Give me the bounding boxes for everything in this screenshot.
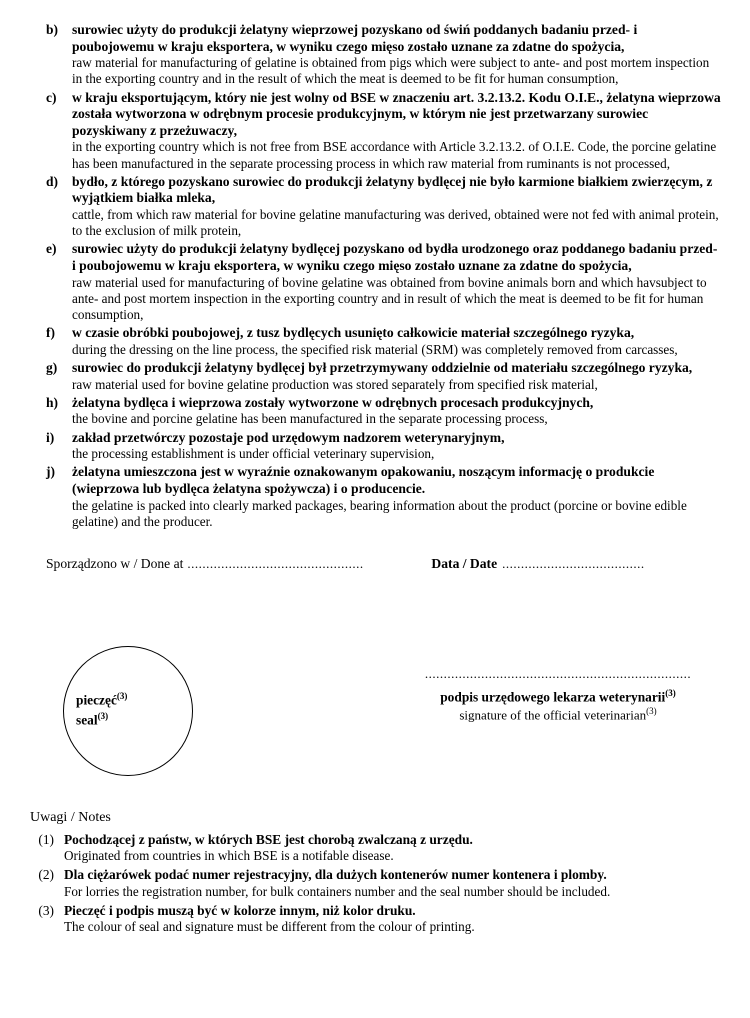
clause-marker: f) <box>46 325 55 341</box>
signature-block <box>398 666 718 724</box>
clause-marker: h) <box>46 394 59 410</box>
signature-caption-en-wrap <box>398 706 718 723</box>
clause-text-pl: żelatyna umieszczona jest w wyraźnie oznakowanym opakowaniu, noszącym informację o produkcie (wieprzowa lub bydlęca żelatyna spożywcza) i o producencie. <box>72 464 655 496</box>
clause-item <box>46 174 722 240</box>
seal-label-pl: pieczęć <box>76 692 117 708</box>
clause-item <box>46 360 722 393</box>
signature-caption-pl-footnote: (3) <box>665 687 676 698</box>
note-marker: (3) <box>38 902 54 918</box>
clause-item <box>46 395 722 428</box>
clause-marker: d) <box>46 173 59 189</box>
clause-text-en: the gelatine is packed into clearly marked packages, bearing information about the product (porcine or bovine edible gelatine) and the producer. <box>72 497 687 529</box>
clause-marker: b) <box>46 22 59 37</box>
seal-label-en: seal <box>76 712 98 728</box>
signature-caption-pl: podpis urzędowego lekarza weterynarii <box>440 689 666 705</box>
clause-marker: e) <box>46 241 57 257</box>
clause-item <box>46 241 722 323</box>
note-marker: (1) <box>38 831 54 847</box>
clause-item <box>46 325 722 358</box>
clause-marker: j) <box>46 464 55 480</box>
clause-text-pl: surowiec do produkcji żelatyny bydlęcej był przetrzymywany oddzielnie od materiału szczególnego ryzyka, <box>72 359 693 375</box>
clause-text-en: raw material used for manufacturing of bovine gelatine was obtained from bovine animals born and which havsubject to ante- and post mortem inspection in the exporting country and in result of which the meat is deemed to be fit for human consumption, <box>72 274 707 322</box>
note-text-pl: Pochodzącej z państw, w których BSE jest chorobą zwalczaną z urzędu. <box>64 831 473 847</box>
seal-label <box>76 688 127 729</box>
date-field[interactable]: ...................................... <box>502 555 645 571</box>
note-item <box>30 903 722 935</box>
clause-marker: c) <box>46 89 57 105</box>
clause-text-pl: w czasie obróbki poubojowej, z tusz bydlęcych usunięto całkowicie materiał szczególnego ryzyka, <box>72 325 635 341</box>
clause-body <box>72 174 722 240</box>
clause-body <box>72 22 722 88</box>
note-text-pl: Pieczęć i podpis muszą być w kolorze innym, niż kolor druku. <box>64 902 416 918</box>
clause-item <box>46 464 722 530</box>
note-body <box>64 867 722 899</box>
clause-marker: i) <box>46 429 55 445</box>
clause-text-pl: w kraju eksportującym, który nie jest wolny od BSE w znaczeniu art. 3.2.13.2. Kodu O.I.E., żelatyna wieprzowa została wytworzona w odrębnym procesie produkcyjnym, w którym nie jest przetwarzany surowiec pozyskiwany z przeżuwaczy, <box>72 89 721 138</box>
clause-marker: g) <box>46 359 58 375</box>
signature-line[interactable]: ....................................................................... <box>424 665 692 681</box>
note-item <box>30 832 722 864</box>
note-text-pl: Dla ciężarówek podać numer rejestracyjny, dla dużych kontenerów numer kontenera i plomby. <box>64 867 607 883</box>
clause-text-pl: żelatyna bydlęca i wieprzowa zostały wytworzone w odrębnych procesach produkcyjnych, <box>72 394 594 410</box>
notes-section <box>0 810 750 935</box>
clause-body <box>72 360 722 393</box>
notes-title: Uwagi / Notes <box>30 809 111 825</box>
clause-body <box>72 325 722 358</box>
clause-text-en: raw material used for bovine gelatine production was stored separately from specified risk material, <box>72 376 598 392</box>
note-item <box>30 867 722 899</box>
clause-text-pl: surowiec użyty do produkcji żelatyny wieprzowej pozyskano od świń poddanych badaniu przed- i poubojowemu w kraju eksportera, w wyniku czego mięso zostało uznane za zdatne do spożycia, <box>72 22 638 54</box>
signature-caption-en-footnote: (3) <box>646 706 657 717</box>
clause-text-pl: zakład przetwórczy pozostaje pod urzędowym nadzorem weterynaryjnym, <box>72 429 505 445</box>
clause-body <box>72 430 722 463</box>
seal-label-pl-footnote: (3) <box>116 690 128 701</box>
clause-text-en: the processing establishment is under official veterinary supervision, <box>72 446 435 462</box>
note-text-en: For lorries the registration number, for bulk containers number and the seal number should be included. <box>64 883 611 899</box>
clause-body <box>72 395 722 428</box>
clause-item <box>46 90 722 172</box>
clause-text-pl: bydło, z którego pozyskano surowiec do produkcji żelatyny bydlęcej nie było karmione białkiem zwierzęcym, z wyjątkiem białka mleka, <box>72 173 713 206</box>
date-label: Data / Date <box>431 555 498 571</box>
note-text-en: Originated from countries in which BSE is a notifable disease. <box>64 848 394 864</box>
note-marker: (2) <box>38 867 54 883</box>
clause-body <box>72 464 722 530</box>
seal-label-en-footnote: (3) <box>97 711 109 722</box>
clause-text-en: cattle, from which raw material for bovine gelatine manufacturing was derived, obtained were not fed with animal protein, to the exclusion of milk protein, <box>72 206 719 239</box>
clause-body <box>72 241 722 323</box>
seal-label-en-wrap <box>76 708 127 728</box>
clause-text-en: raw material for manufacturing of gelatine is obtained from pigs which were subject to ante- and post mortem inspection in the exporting country and in the result of which the meat is deemed to be fit for human consumption, <box>72 55 710 87</box>
done-at-row <box>0 556 750 572</box>
seal-signature-area <box>0 636 750 786</box>
done-at-label: Sporządzono w / Done at <box>46 555 184 571</box>
clause-text-en: in the exporting country which is not free from BSE accordance with Article 3.2.13.2. of O.I.E. Code, the porcine gelatine has been manufactured in the separate processing process in which raw material from ruminants is not processed, <box>72 139 717 171</box>
clause-item <box>46 430 722 463</box>
note-body <box>64 903 722 935</box>
clause-item <box>46 22 722 88</box>
signature-caption-en: signature of the official veterinarian <box>459 707 647 723</box>
signature-caption-pl-wrap <box>398 688 718 705</box>
note-text-en: The colour of seal and signature must be different from the colour of printing. <box>64 918 475 934</box>
clause-text-en: the bovine and porcine gelatine has been manufactured in the separate processing process, <box>72 411 548 427</box>
done-at-place-field[interactable]: ............................................... <box>187 555 364 571</box>
clause-text-en: during the dressing on the line process, the specified risk material (SRM) was completely removed from carcasses, <box>72 341 678 357</box>
note-body <box>64 832 722 864</box>
clause-body <box>72 90 722 172</box>
clause-text-pl: surowiec użyty do produkcji żelatyny bydlęcej pozyskano od bydła urodzonego oraz poddanego badaniu przed- i poubojowemu w kraju eksportera, w wyniku czego mięso zostało uznane za zdatne do spożycia, <box>72 241 718 273</box>
